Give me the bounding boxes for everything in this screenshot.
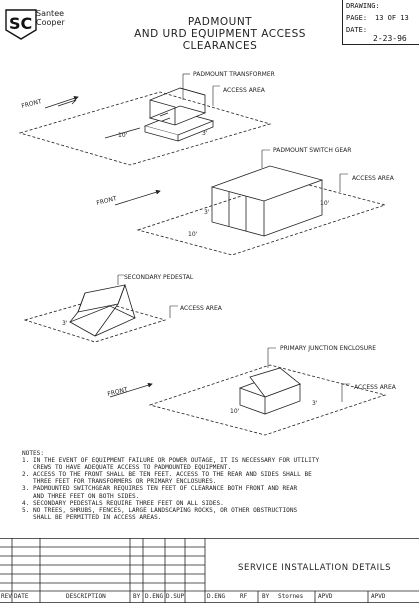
junction-diagram [110, 348, 385, 435]
note-line: 3. PADMOUNTED SWITCHGEAR REQUIRES TEN FEET OF CLEARANCE BOTH FRONT AND REAR [22, 485, 298, 493]
junction-side-dim: 3' [312, 400, 318, 407]
drawing-label: DRAWING: [346, 2, 380, 10]
page-value: 13 OF 13 [375, 14, 409, 22]
notes-heading: NOTES: [22, 450, 45, 457]
switchgear-diagram [115, 150, 385, 255]
footer-dsup: D.SUP [166, 593, 185, 600]
service-installation-details-heading: SERVICE INSTALLATION DETAILS [238, 563, 392, 573]
pedestal-dim: 3' [62, 320, 68, 327]
date-label: DATE: [346, 26, 368, 34]
footer-signature: Stornes [278, 593, 304, 600]
logo-name-line2: Cooper [36, 18, 65, 27]
junction-label: PRIMARY JUNCTION ENCLOSURE [280, 345, 377, 352]
footer-description: DESCRIPTION [66, 593, 106, 600]
pedestal-access-label: ACCESS AREA [180, 305, 222, 312]
svg-text:SC: SC [9, 14, 33, 33]
transformer-access-label: ACCESS AREA [223, 87, 265, 94]
footer-by-2: BY [262, 593, 270, 600]
footer-rev: REV [1, 593, 12, 600]
note-line: CREWS TO HAVE ADEQUATE ACCESS TO PADMOUNTED EQUIPMENT. [22, 464, 232, 472]
title-line3: CLEARANCES [182, 40, 258, 52]
pedestal-label: SECONDARY PEDESTAL [124, 274, 194, 281]
note-line: 5. NO TREES, SHRUBS, FENCES, LARGE LANDSCAPING ROCKS, OR OTHER OBSTRUCTIONS [22, 506, 298, 514]
switchgear-rear-dim: 10' [320, 200, 330, 207]
logo-name-line1: Santee [36, 9, 65, 18]
footer-apvd-2: APVD [371, 593, 386, 600]
title-line1: PADMOUNT [187, 16, 253, 28]
switchgear-label: PADMOUNT SWITCH GEAR [273, 147, 352, 154]
pedestal-diagram [25, 275, 178, 342]
junction-front-dim: 10' [230, 408, 240, 415]
footer-deng: D.ENG [145, 593, 164, 600]
switchgear-front-dim: 10' [188, 231, 198, 238]
footer-deng-2: D.ENG [207, 593, 226, 600]
note-line: 4. SECONDARY PEDESTALS REQUIRE THREE FEET ON ALL SIDES. [22, 499, 224, 507]
date-value: 2-23-96 [373, 34, 407, 43]
transformer-label: PADMOUNT TRANSFORMER [193, 71, 275, 78]
footer-date: DATE [14, 593, 29, 600]
transformer-side-dim: 3' [202, 130, 208, 137]
note-line: 1. IN THE EVENT OF EQUIPMENT FAILURE OR POWER OUTAGE, IT IS NECESSARY FOR UTILITY [22, 457, 320, 465]
note-line: SHALL BE PERMITTED IN ACCESS AREAS. [22, 513, 162, 521]
transformer-front-label: FRONT [20, 98, 43, 110]
junction-access-label: ACCESS AREA [354, 384, 396, 391]
footer-rf: RF [240, 593, 248, 600]
title-line2: AND URD EQUIPMENT ACCESS [134, 28, 306, 40]
footer-by: BY [133, 593, 141, 600]
switchgear-access-label: ACCESS AREA [352, 175, 394, 182]
transformer-front-dim: 10' [118, 132, 128, 139]
note-line: THREE FEET FOR TRANSFORMERS OR PRIMARY ENCLOSURES. [22, 478, 217, 486]
notes-section [22, 450, 402, 521]
switchgear-front-label: FRONT [95, 195, 118, 207]
footer-apvd: APVD [318, 593, 333, 600]
note-line: 2. ACCESS TO THE FRONT SHALL BE TEN FEET. ACCESS TO THE REAR AND SIDES SHALL BE [22, 471, 312, 479]
junction-front-label: FRONT [106, 386, 129, 398]
note-line: AND THREE FEET ON BOTH SIDES. [22, 492, 140, 500]
page-label: PAGE: [346, 14, 368, 22]
switchgear-side-dim: 3' [204, 209, 210, 216]
